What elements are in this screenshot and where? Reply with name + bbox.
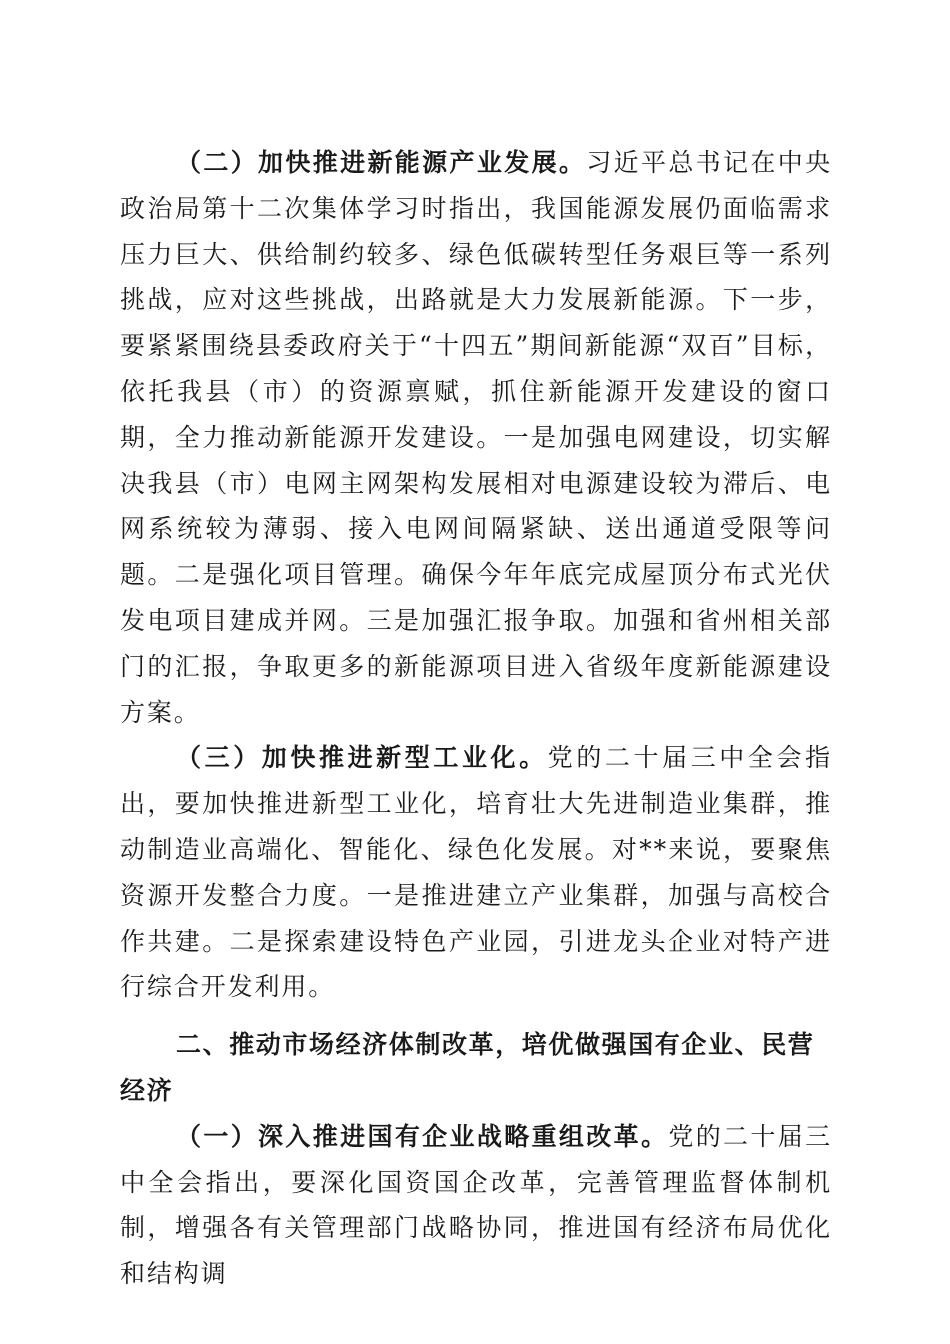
paragraph-lead: （二）加快推进新能源产业发展。 [176, 148, 587, 177]
paragraph-soe-reform [120, 1114, 832, 1297]
paragraph-lead: （三）加快推进新型工业化。 [176, 743, 548, 773]
document-body [120, 140, 832, 1297]
paragraph-new-industrialization [120, 735, 832, 1010]
section-heading: 二、推动市场经济体制改革，培优做强国有企业、民营经济 [120, 1030, 815, 1105]
paragraph-text: 习近平总书记在中央政治局第十二次集体学习时指出，我国能源发展仍面临需求压力巨大、供给制约较多、绿色低碳转型任务艰巨等一系列挑战，应对这些挑战，出路就是大力发展新能源。下一步，要紧紧围绕县委政府关于“十四五”期间新能源“双百”目标，依托我县（市）的资源禀赋，抓住新能源开发建设的窗口期，全力推动新能源开发建设。一是加强电网建设，切实解决我县（市）电网主网架构发展相对电源建设较为滞后、电网系统较为薄弱、接入电网间隔紧缺、送出通道受限等问题。二是强化项目管理。确保今年年底完成屋顶分布式光伏发电项目建成并网。三是加强汇报争取。加强和省州相关部门的汇报，争取更多的新能源项目进入省级年度新能源建设方案。 [120, 148, 832, 727]
paragraph-new-energy [120, 140, 832, 735]
paragraph-text: 党的二十届三中全会指出，要深化国资国企改革，完善管理监督体制机制，增强各有关管理部门战略协同，推进国有经济布局优化和结构调 [120, 1121, 833, 1289]
paragraph-lead: （一）深入推进国有企业战略重组改革。 [176, 1121, 669, 1151]
paragraph-text: 党的二十届三中全会指出，要加快推进新型工业化，培育壮大先进制造业集群，推动制造业高端化、智能化、绿色化发展。对**来说，要聚焦资源开发整合力度。一是推进建立产业集群，加强与高校合作共建。二是探索建设特色产业园，引进龙头企业对特产进行综合开发利用。 [120, 743, 832, 1002]
